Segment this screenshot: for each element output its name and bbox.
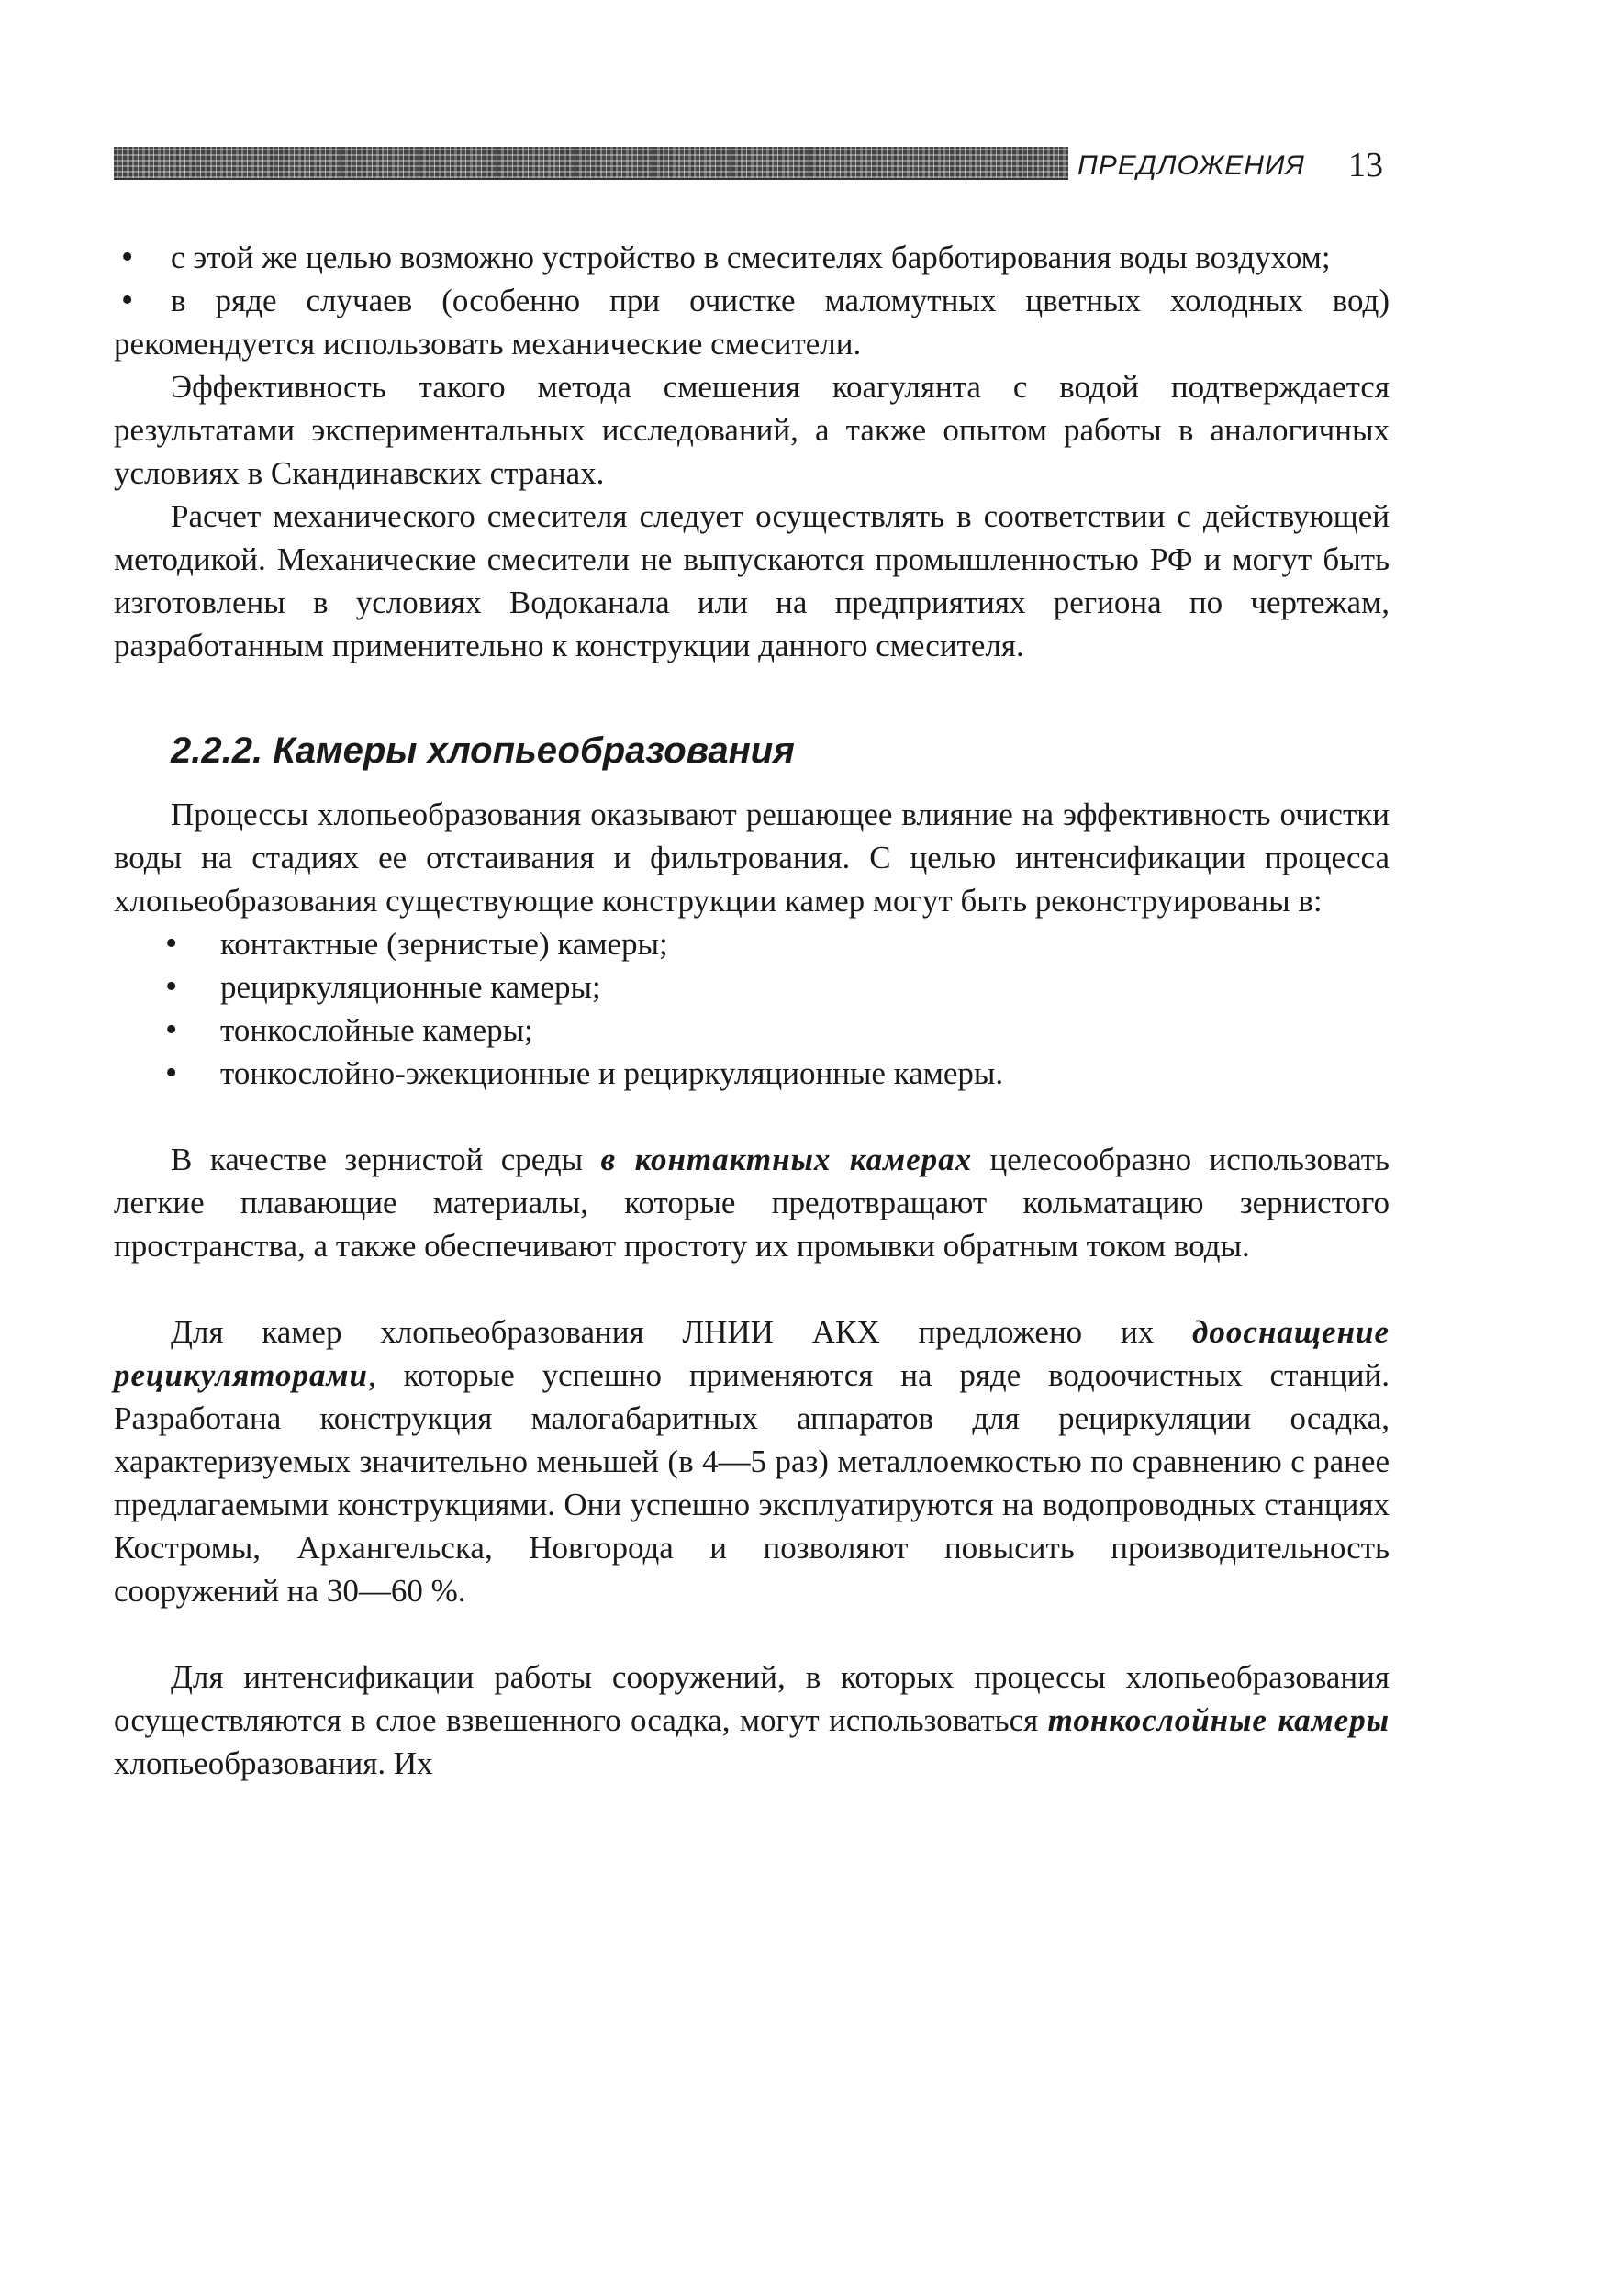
header-decorative-band <box>114 147 1068 180</box>
text-run: Для интенсификации работы сооружений, в которых процессы хлопьеобразования осуществляются в слое взвешенного осадка, могут использоваться <box>114 1659 1390 1738</box>
paragraph: Расчет механического смесителя следует осуществлять в соответствии с действующей методикой. Механические смесители не выпускаются промышленностью РФ и могут быть изготовлены в условиях Водоканала или на предприятиях региона по чертежам, разработанным применительно к конструкции данного смесителя. <box>114 498 1390 663</box>
emphasis: в контактных камерах <box>600 1142 973 1177</box>
list-item: • с этой же целью возможно устройство в смесителях барботирования воды воздухом; <box>114 236 1390 279</box>
emphasis: дооснащение рецикуляторами <box>114 1314 1390 1393</box>
chamber-types-list <box>114 922 1390 1095</box>
paragraph-contact-chambers <box>114 1138 1390 1267</box>
page-number: 13 <box>1348 146 1383 184</box>
list-item: • рециркуляционные камеры; <box>114 965 1390 1009</box>
page-header <box>114 138 1390 193</box>
emphasis: тонкослойные камеры <box>1047 1702 1390 1738</box>
list-item: • тонкослойно-эжекционные и рециркуляционные камеры. <box>114 1052 1390 1095</box>
text-run: В качестве зернистой среды <box>171 1142 601 1177</box>
body-text <box>114 236 1390 1785</box>
paragraph: Эффективность такого метода смешения коагулянта с водой подтверждается результатами экспериментальных исследований, а также опытом работы в аналогичных условиях в Скандинавских странах. <box>114 369 1390 491</box>
paragraph-recirculators <box>114 1310 1390 1612</box>
text-run: , которые успешно применяются на ряде водоочистных станций. Разработана конструкция малогабаритных аппаратов для рециркуляции осадка, характеризуемых значительно меньшей (в 4—5 раз) металлоемкостью по сравнению с ранее предлагаемыми конструкциями. Они успешно эксплуатируются на водопроводных станциях Костромы, Архангельска, Новгорода и позволяют повысить производительность сооружений на 30—60 %. <box>114 1357 1390 1609</box>
paragraph: Процессы хлопьеобразования оказывают решающее влияние на эффективность очистки воды на стадиях ее отстаивания и фильтрования. С целью интенсификации процесса хлопьеобразования существующие конструкции камер могут быть реконструированы в: <box>114 797 1390 919</box>
paragraph-thin-layer <box>114 1655 1390 1785</box>
text-run: хлопьеобразования. Их <box>114 1745 433 1781</box>
intro-bullet-list <box>114 236 1390 365</box>
text-run: целесообразно использовать легкие плавающие материалы, которые предотвращают кольматацию зернистого пространства, а также обеспечивают простоту их промывки обратным током воды. <box>114 1142 1390 1264</box>
text-run: Для камер хлопьеобразования ЛНИИ АКХ предложено их <box>171 1314 1193 1350</box>
book-page <box>114 0 1390 2296</box>
section-heading: 2.2.2. Камеры хлопьеобразования <box>171 730 795 771</box>
list-item: • контактные (зернистые) камеры; <box>114 922 1390 965</box>
list-item: • тонкослойные камеры; <box>114 1009 1390 1052</box>
running-title: ПРЕДЛОЖЕНИЯ <box>1077 150 1305 181</box>
list-item: • в ряде случаев (особенно при очистке маломутных цветных холодных вод) рекомендуется использовать механические смесители. <box>114 279 1390 365</box>
